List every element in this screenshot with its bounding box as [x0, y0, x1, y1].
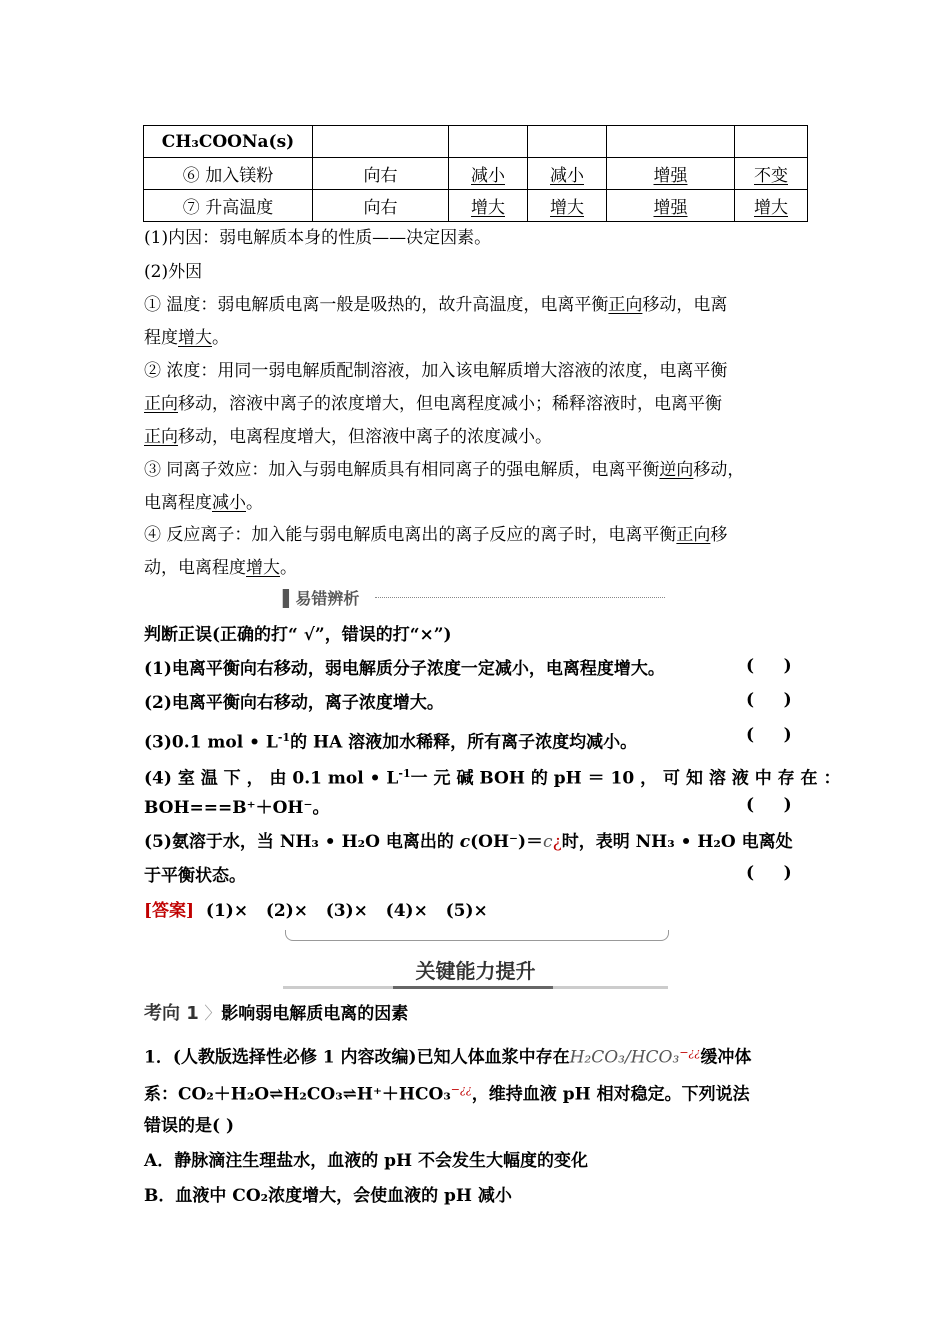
text: ③ 同离子效应：加入与弱电解质具有相同离子的强电解质，电离平衡 [144, 460, 660, 480]
section-header-common-errors [283, 586, 668, 608]
question-1-cont [144, 1077, 750, 1108]
text: 电离程度 [144, 493, 212, 513]
paragraph-common-ion [144, 457, 744, 483]
table-cell: 减小 [528, 158, 607, 190]
table-cell: CH₃COONa(s) [144, 126, 313, 158]
underlined-answer: 增大 [178, 328, 212, 348]
key-ability-title: 关键能力提升 [415, 959, 536, 983]
divider [375, 597, 665, 598]
table-row [144, 158, 808, 190]
text: 缓冲体 [700, 1047, 752, 1068]
text: 。 [280, 558, 297, 578]
text: 移动，溶液中离子的浓度增大，但电离程度减小；稀释溶液时，电离平衡 [178, 394, 722, 414]
judge-q5-cont: 于平衡状态。 [144, 866, 246, 886]
answer-blank: ( ) [746, 795, 792, 815]
paragraph-concentration-cont2 [144, 424, 552, 450]
kao-title: 影响弱电解质电离的因素 [221, 1004, 409, 1024]
text: ① 温度：弱电解质电离一般是吸热的，故升高温度，电离平衡 [144, 295, 609, 315]
underlined-answer: 正向 [676, 525, 711, 545]
answer-line [144, 898, 488, 924]
table-cell: ⑥ 加入镁粉 [144, 158, 313, 190]
table-cell: 向右 [313, 158, 449, 190]
table-cell: 增大 [449, 190, 528, 222]
option-b: B．血液中 CO₂浓度增大，会使血液的 pH 减小 [144, 1186, 512, 1206]
text: 一 元 碱 BOH 的 pH ＝ 10 ， 可 知 溶 液 中 存 在 ： [410, 768, 841, 789]
answer-blank: ( ) [746, 863, 792, 883]
judge-q2: (2)电离平衡向右移动，离子浓度增大。 [144, 693, 444, 713]
answer-tag: [答案] [144, 901, 195, 921]
answer-blank: ( ) [746, 690, 792, 710]
text: 动，电离程度 [144, 558, 246, 578]
superscript: -1 [277, 731, 291, 744]
paragraph-reaction-ion-cont [144, 555, 297, 581]
underlined-answer: 正向 [144, 394, 178, 414]
text: 移动， [693, 460, 745, 480]
table-cell: 向右 [313, 190, 449, 222]
text: (OH⁻)＝ [470, 832, 544, 852]
table-row [144, 190, 808, 222]
underlined-answer: 正向 [608, 295, 643, 315]
paragraph-external-cause: (2)外因 [144, 262, 203, 282]
table-cell [607, 126, 735, 158]
text: 时，表明 NH₃ • H₂O 电离处 [561, 832, 793, 852]
paragraph-temperature-cont [144, 325, 229, 351]
judge-title: 判断正误(正确的打“ √”，错误的打“×”) [144, 625, 452, 645]
table-cell: 减小 [449, 158, 528, 190]
table-cell: 增强 [607, 158, 735, 190]
text: (5)氨溶于水，当 NH₃ • H₂O 电离出的 [144, 832, 460, 852]
judge-q1: (1)电离平衡向右移动，弱电解质分子浓度一定减小，电离程度增大。 [144, 659, 665, 679]
superscript: −¿¿ [450, 1083, 472, 1096]
paragraph-reaction-ion [144, 522, 727, 548]
kao-tag: 考向 1 [144, 1003, 199, 1024]
table-cell [313, 126, 449, 158]
question-1 [144, 1040, 751, 1071]
section-bracket [285, 930, 669, 941]
paragraph-common-ion-cont [144, 490, 263, 516]
table-cell [449, 126, 528, 158]
judge-q4 [144, 761, 840, 792]
table-row [144, 126, 808, 158]
text: 移动，电离程度增大，但溶液中离子的浓度减小。 [178, 427, 552, 447]
table-cell [528, 126, 607, 158]
section-title: 易错辨析 [295, 589, 360, 608]
judge-q3 [144, 725, 637, 756]
paragraph-concentration: ② 浓度：用同一弱电解质配制溶液，加入该电解质增大溶液的浓度，电离平衡 [144, 361, 728, 381]
divider [393, 986, 553, 989]
table-cell [735, 126, 808, 158]
ionization-table [143, 125, 808, 222]
text: ④ 反应离子：加入能与弱电解质电离出的离子反应的离子时，电离平衡 [144, 525, 677, 545]
superscript: −¿¿ [679, 1046, 701, 1059]
text: 。 [212, 328, 229, 348]
table-cell: 增大 [528, 190, 607, 222]
section-label: ▌易错辨析 [283, 589, 360, 608]
formula: H₂CO₃/HCO₃ [569, 1047, 680, 1068]
underlined-answer: 逆向 [659, 460, 694, 480]
question-1-cont2: 错误的是( ) [144, 1116, 235, 1136]
underlined-answer: 正向 [144, 427, 178, 447]
answer-text: (1)× (2)× (3)× (4)× (5)× [194, 901, 488, 921]
text: (4) 室 温 下 ， 由 0.1 mol • L [144, 768, 399, 789]
paragraph-temperature [144, 292, 727, 318]
kao-header: 考向 1 〉影响弱电解质电离的因素 [144, 1003, 409, 1024]
option-a: A．静脉滴注生理盐水，血液的 pH 不会发生大幅度的变化 [144, 1151, 588, 1171]
table-cell: 不变 [735, 158, 808, 190]
superscript: -1 [398, 767, 411, 780]
text: 移 [710, 525, 728, 545]
paragraph-internal-cause: (1)内因：弱电解质本身的性质——决定因素。 [144, 228, 492, 248]
paragraph-concentration-cont [144, 391, 722, 417]
text: c [459, 832, 471, 852]
table-cell: 增大 [735, 190, 808, 222]
table-cell: ⑦ 升高温度 [144, 190, 313, 222]
text: 移动，电离 [642, 295, 728, 315]
text: 。 [246, 493, 263, 513]
answer-blank: ( ) [746, 656, 792, 676]
text: ¿ [552, 832, 562, 852]
text: ，维持血液 pH 相对稳定。下列说法 [471, 1084, 750, 1105]
answer-blank: ( ) [746, 725, 792, 745]
text: 1．(人教版选择性必修 1 内容改编)已知人体血浆中存在 [144, 1047, 570, 1068]
judge-q5 [144, 829, 793, 855]
text: 程度 [144, 328, 178, 348]
text: 系：CO₂＋H₂O⇌H₂CO₃⇌H⁺＋HCO₃ [144, 1084, 451, 1105]
underlined-answer: 增大 [246, 558, 280, 578]
text: c [543, 832, 553, 852]
text: (3)0.1 mol • L [144, 732, 278, 753]
table-cell: 增强 [607, 190, 735, 222]
text: 的 HA 溶液加水稀释，所有离子浓度均减小。 [290, 732, 638, 753]
underlined-answer: 减小 [212, 493, 246, 513]
judge-q4-cont: BOH===B⁺＋OH⁻。 [144, 798, 330, 818]
